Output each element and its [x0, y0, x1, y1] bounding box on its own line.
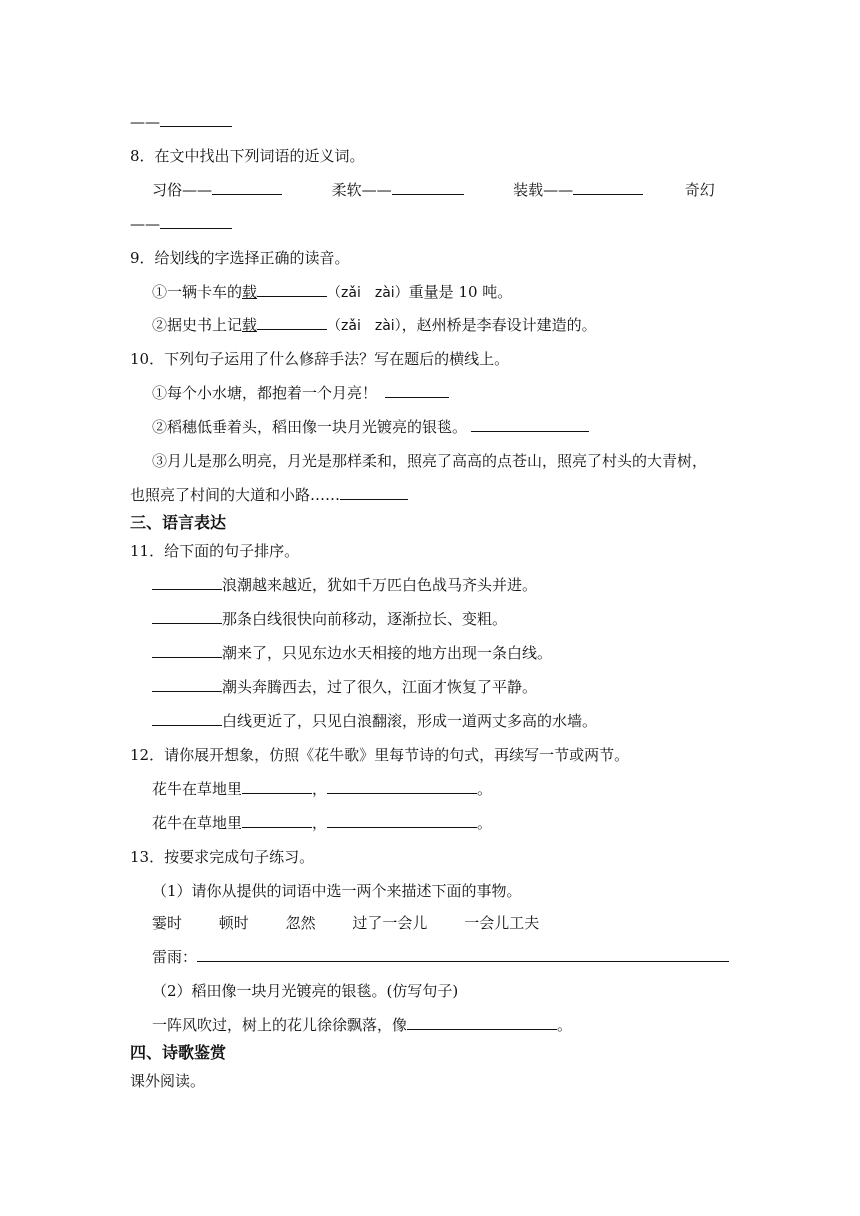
order-blank[interactable] — [152, 643, 222, 658]
answer-blank[interactable] — [197, 947, 729, 962]
sentence-text: 潮头奔腾西去，过了很久，江面才恢复了平静。 — [222, 678, 538, 696]
q9-item1-suffix: 重量是 10 吨。 — [408, 283, 513, 301]
pinyin-options: （zǎi zài） — [327, 285, 409, 301]
order-blank[interactable] — [152, 677, 222, 692]
answer-blank[interactable] — [392, 180, 464, 195]
word-option: 忽然 — [285, 914, 316, 932]
comma: ， — [312, 780, 328, 798]
section-heading: 四、诗歌鉴赏 — [130, 1043, 227, 1062]
word-option: 霎时 — [152, 914, 183, 932]
answer-blank[interactable] — [327, 779, 477, 794]
q9-item-2 — [152, 315, 597, 336]
q8-word-1: 习俗—— — [152, 181, 213, 199]
q9-item2-prefix: ②据史书上记 — [152, 316, 243, 334]
sentence-text: 那条白线很快向前移动，逐渐拉长、变粗。 — [222, 610, 508, 628]
list-item — [152, 609, 507, 629]
q11-question: 11．给下面的句子排序。 — [130, 542, 300, 560]
answer-blank[interactable] — [160, 214, 232, 229]
sentence-text: 潮来了，只见东边水天相接的地方出现一条白线。 — [222, 644, 553, 662]
imitate-suffix: 。 — [557, 1016, 573, 1034]
underlined-char: 载 — [242, 283, 258, 301]
underlined-char: 载 — [242, 316, 258, 334]
reading-label: 课外阅读。 — [130, 1072, 206, 1090]
order-blank[interactable] — [152, 609, 222, 624]
dash-text: —— — [130, 113, 160, 131]
q9-question: 9．给划线的字选择正确的读音。 — [130, 249, 350, 267]
answer-blank[interactable] — [257, 282, 327, 297]
q8-word-3: 装载—— — [513, 181, 574, 199]
poem-prefix: 花牛在草地里 — [152, 814, 243, 832]
answer-blank[interactable] — [212, 180, 282, 195]
list-item — [152, 643, 552, 663]
imitate-prefix: 一阵风吹过，树上的花儿徐徐飘落，像 — [152, 1016, 408, 1034]
order-blank[interactable] — [152, 575, 222, 590]
q13-sub1: （1）请你从提供的词语中选一两个来描述下面的事物。 — [152, 882, 522, 900]
q12-question: 12．请你展开想象，仿照《花牛歌》里每节诗的句式，再续写一节或两节。 — [130, 746, 630, 764]
q7-tail-line — [130, 112, 232, 132]
q10-item3-text: 也照亮了村间的大道和小路…… — [130, 486, 341, 504]
word-option: 一会儿工夫 — [464, 914, 540, 932]
word-option: 顿时 — [218, 914, 249, 932]
answer-blank[interactable] — [407, 1015, 557, 1030]
q13-imitate-line — [152, 1015, 572, 1035]
q8-word-2: 柔软—— — [331, 181, 392, 199]
q10-question: 10．下列句子运用了什么修辞手法？写在题后的横线上。 — [130, 350, 510, 368]
q9-item2-suffix: ，赵州桥是李春设计建造的。 — [401, 316, 597, 334]
q10-item-3-line2 — [130, 485, 408, 505]
order-blank[interactable] — [152, 711, 222, 726]
answer-blank[interactable] — [242, 779, 312, 794]
period: 。 — [477, 780, 493, 798]
q8-words-line — [152, 180, 715, 200]
q9-item-1 — [152, 282, 512, 303]
q13-question: 13．按要求完成句子练习。 — [130, 848, 315, 866]
q13-thunder-line — [152, 947, 729, 967]
answer-blank[interactable] — [385, 383, 449, 398]
q13-word-bank — [152, 913, 539, 933]
answer-blank[interactable] — [160, 112, 232, 127]
q10-item-1 — [152, 383, 449, 403]
q8-word-4: 奇幻 — [684, 181, 715, 199]
q10-item-2 — [152, 417, 589, 437]
q10-item2-text: ②稻穗低垂着头，稻田像一块月光镀亮的银毯。 — [152, 418, 468, 436]
list-item — [152, 711, 597, 731]
comma: ， — [312, 814, 328, 832]
answer-blank[interactable] — [327, 813, 477, 828]
sentence-text: 浪潮越来越近，犹如千万匹白色战马齐头并进。 — [222, 576, 538, 594]
answer-blank[interactable] — [471, 417, 589, 432]
word-option: 过了一会儿 — [352, 914, 428, 932]
q10-item-3-line1: ③月儿是那么明亮，月光是那样柔和，照亮了高高的点苍山，照亮了村头的大青树， — [152, 452, 708, 470]
q13-sub2: （2）稻田像一块月光镀亮的银毯。(仿写句子) — [152, 982, 459, 1000]
sentence-text: 白线更近了，只见白浪翻滚，形成一道两丈多高的水墙。 — [222, 712, 598, 730]
poem-line — [152, 813, 492, 833]
answer-blank[interactable] — [573, 180, 643, 195]
thunder-label: 雷雨： — [152, 948, 198, 966]
q8-tail-line — [130, 214, 232, 234]
poem-line — [152, 779, 492, 799]
poem-prefix: 花牛在草地里 — [152, 780, 243, 798]
answer-blank[interactable] — [257, 315, 327, 330]
answer-blank[interactable] — [242, 813, 312, 828]
pinyin-options: （zǎi zài） — [327, 318, 402, 334]
answer-blank[interactable] — [340, 485, 408, 500]
q10-item1-text: ①每个小水塘，都抱着一个月亮！ — [152, 384, 378, 402]
section-heading: 三、语言表达 — [130, 513, 227, 532]
q9-item1-prefix: ①一辆卡车的 — [152, 283, 243, 301]
q8-question: 8．在文中找出下列词语的近义词。 — [130, 147, 365, 165]
list-item — [152, 575, 537, 595]
period: 。 — [477, 814, 493, 832]
dash-text: —— — [130, 215, 160, 233]
list-item — [152, 677, 537, 697]
